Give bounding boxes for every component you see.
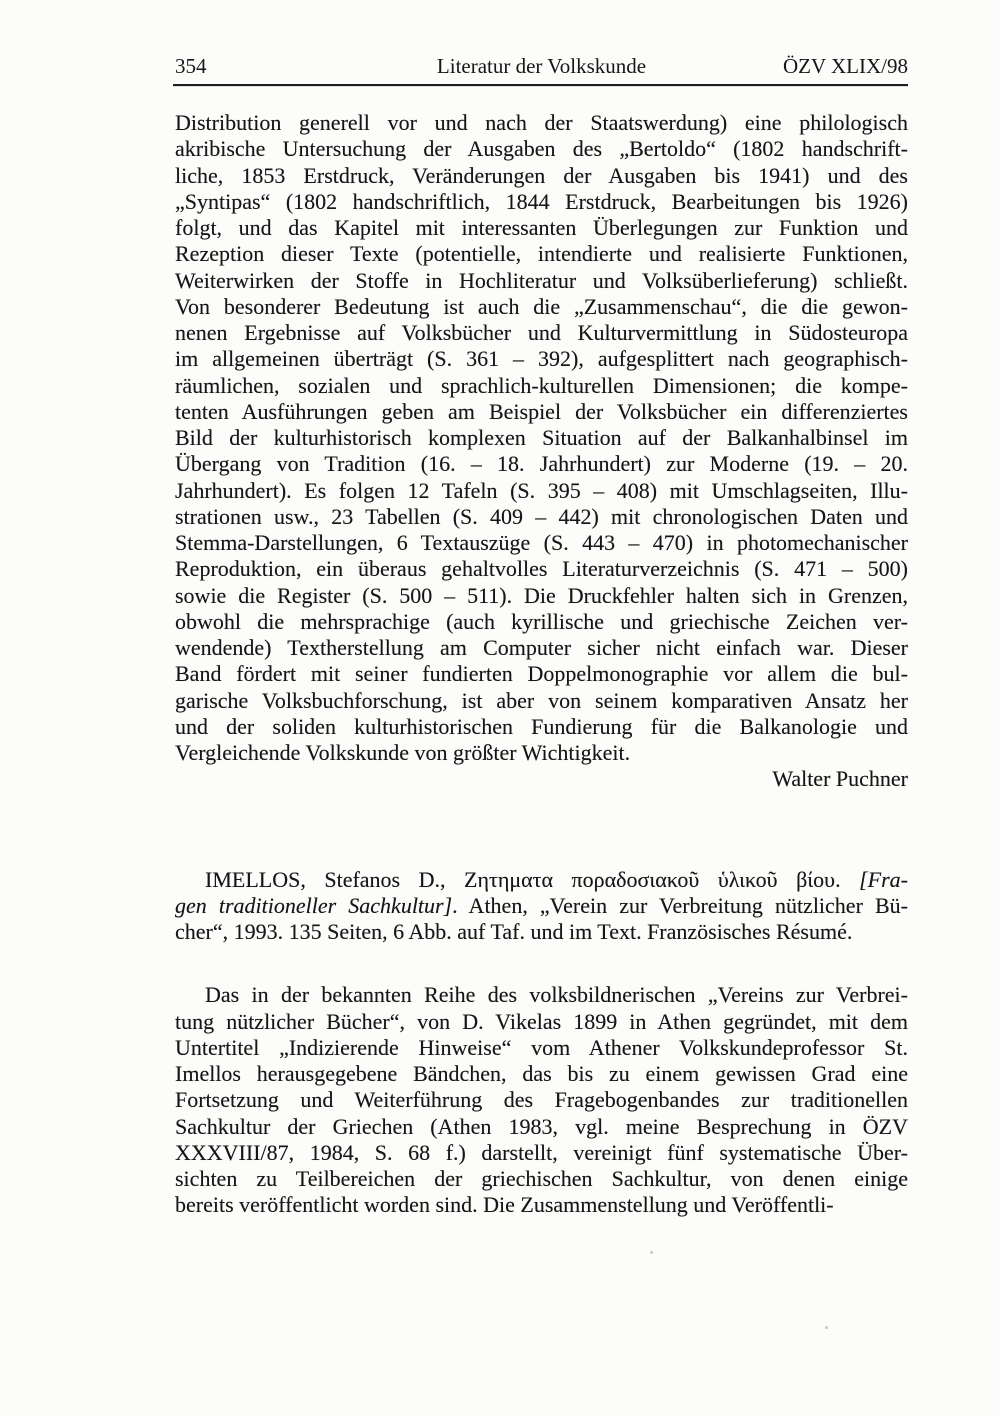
running-header (175, 53, 908, 79)
text-line: sichten zu Teilbereichen der griechischen Sachkultur, von denen einige (175, 1166, 908, 1191)
text-line: bereits veröffentlicht worden sind. Die Zusammenstellung und Veröffentli- (175, 1192, 834, 1218)
text-line: tenten Ausführungen geben am Beispiel der Volksbücher ein differenziertes (175, 398, 908, 424)
page-number: 354 (175, 54, 207, 78)
text-line: Stemma-Darstellungen, 6 Textauszüge (S. 443 – 470) in photomechanischer (175, 530, 908, 555)
scan-speck (650, 1251, 653, 1254)
text-line: Bild der kulturhistorisch komplexen Situation auf der Balkanhalbinsel im (175, 425, 908, 450)
text-line: und der soliden kulturhistorischen Fundierung für die Balkanologie und (175, 713, 908, 739)
text-line: nenen Ergebnisse auf Volksbücher und Kulturvermittlung in Südosteuropa (175, 320, 908, 345)
text-line: Sachkultur der Griechen (Athen 1983, vgl. meine Besprechung in ÖZV (175, 1113, 908, 1139)
text-line: Jahrhundert). Es folgen 12 Tafeln (S. 395 – 408) mit Umschlagseiten, Illu- (175, 477, 908, 503)
review-body-imellos (175, 982, 908, 1218)
text-line: Fortsetzung und Weiterführung des Fragebogenbandes zur traditionellen (175, 1087, 908, 1113)
text-line: gen traditioneller Sachkultur]. Athen, „Verein zur Verbreitung nützlicher Bü- (175, 892, 908, 918)
text-line: Rezeption dieser Texte (potentielle, intendierte und realisierte Funktionen, (175, 241, 908, 267)
text-line: strationen usw., 23 Tabellen (S. 409 – 442) mit chronologischen Daten und (175, 503, 908, 529)
text-line: räumlichen, sozialen und sprachlich-kulturellen Dimensionen; die kompe- (175, 372, 908, 398)
text-line: Reproduktion, ein überaus gehaltvolles Literaturverzeichnis (S. 471 – 500) (175, 556, 908, 582)
text-line: cher“, 1993. 135 Seiten, 6 Abb. auf Taf. und im Text. Französisches Résumé. (175, 919, 853, 944)
text-line: garische Volksbuchforschung, ist aber von seinem komparativen Ansatz her (175, 687, 908, 713)
scan-speck (825, 1326, 828, 1329)
page-content (175, 110, 908, 1219)
text-line: obwohl die mehrsprachige (auch kyrillische und griechische Zeichen ver- (175, 608, 908, 634)
text-line: liche, 1853 Erstdruck, Veränderungen der Ausgaben bis 1941) und des (175, 162, 908, 188)
text-line: Das in der bekannten Reihe des volksbildnerischen „Vereins zur Verbrei- (205, 982, 908, 1008)
text-line: Übergang von Tradition (16. – 18. Jahrhundert) zur Moderne (19. – 20. (175, 451, 908, 477)
bibliographic-entry-imellos (175, 867, 908, 946)
text-line: Band fördert mit seiner fundierten Doppelmonographie vor allem die bul- (175, 661, 908, 687)
text-line: tung nützlicher Bücher“, von D. Vikelas 1899 in Athen gegründet, mit dem (175, 1008, 908, 1034)
text-line: akribische Untersuchung der Ausgaben des „Bertoldo“ (1802 handschrift- (175, 136, 908, 162)
reviewer-signature: Walter Puchner (772, 766, 908, 792)
header-rule (173, 84, 908, 86)
text-line: Imellos herausgegebene Bändchen, das bis zu einem gewissen Grad eine (175, 1061, 908, 1086)
text-line: Vergleichende Volkskunde von größter Wichtigkeit. (175, 740, 631, 765)
text-line: „Syntipas“ (1802 handschriftlich, 1844 Erstdruck, Bearbeitungen bis 1926) (175, 188, 908, 214)
text-line: Untertitel „Indizierende Hinweise“ vom Athener Volkskundeprofessor St. (175, 1034, 908, 1060)
text-line: Distribution generell vor und nach der Staatswerdung) eine philologisch (175, 110, 908, 135)
text-line: Von besonderer Bedeutung ist auch die „Zusammenschau“, die die gewon- (175, 293, 908, 319)
running-title: Literatur der Volkskunde (436, 54, 647, 78)
text-line: XXXVIII/87, 1984, S. 68 f.) darstellt, vereinigt fünf systematische Über- (175, 1139, 908, 1165)
issue-label: ÖZV XLIX/98 (782, 54, 908, 78)
text-line: im allgemeinen überträgt (S. 361 – 392), aufgesplittert nach geographisch- (175, 346, 908, 372)
text-line: folgt, und das Kapitel mit interessanten Überlegungen zur Funktion und (175, 215, 908, 240)
text-line: IMELLOS, Stefanos D., Ζητηματα ποραδοσιακοῦ ὑλικοῦ βίου. [Fra- (205, 866, 908, 892)
text-line: Weiterwirken der Stoffe in Hochliteratur und Volksüberlieferung) schließt. (175, 267, 908, 293)
review-body-puchner (175, 110, 908, 766)
text-line: sowie die Register (S. 500 – 511). Die Druckfehler halten sich in Grenzen, (175, 582, 908, 608)
text-line: wendende) Textherstellung am Computer sicher nicht einfach war. Dieser (175, 635, 908, 660)
